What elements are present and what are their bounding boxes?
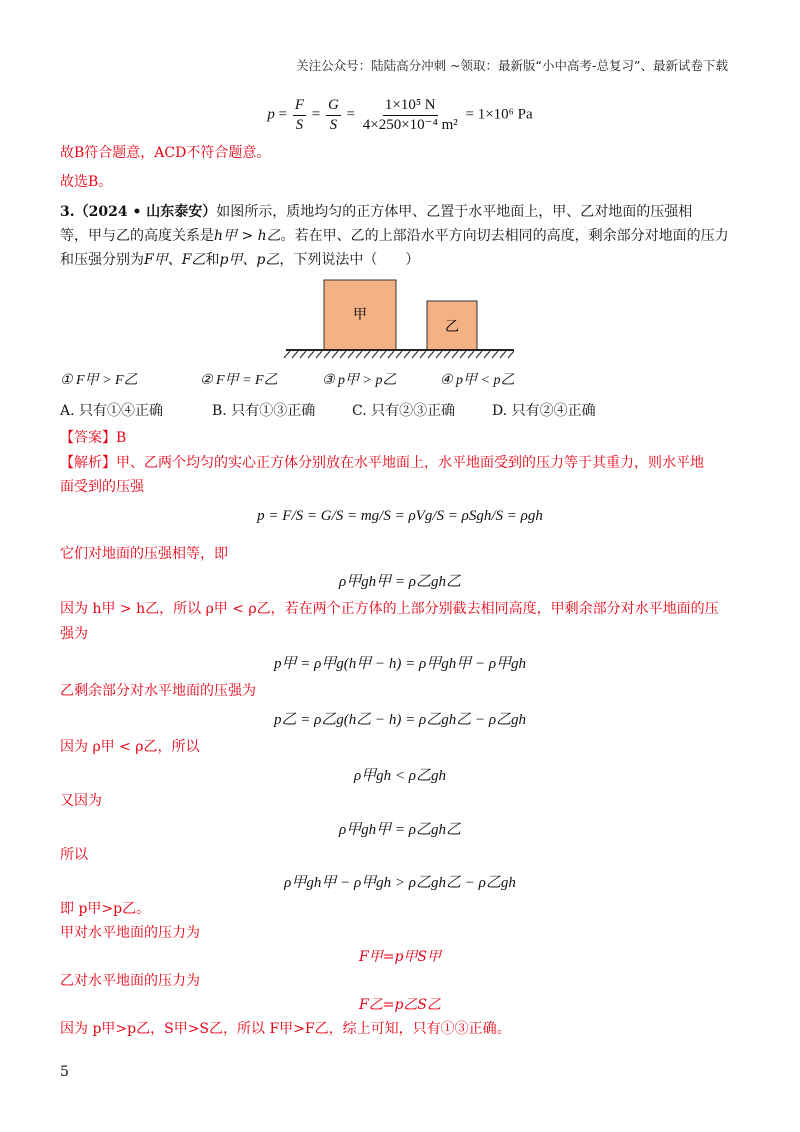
option-a: A. 只有①④正确 xyxy=(60,403,164,419)
question-line-1: 3.（2024 • 山东泰安）如图所示，质地均匀的正方体甲、乙置于水平地面上，甲、乙对地面的压强相 xyxy=(60,204,693,220)
analysis-text-3a: 因为 h甲 > h乙，所以 ρ甲 < ρ乙，若在两个正方体的上部分别截去相同高度，甲剩余部分对水平地面的压 xyxy=(60,601,719,617)
page-number: 5 xyxy=(60,1064,69,1080)
analysis-text-8: 即 p甲>p乙。 xyxy=(60,901,151,917)
analysis-intro-line-1: 【解析】甲、乙两个均匀的实心正方体分别放在水平地面上，水平地面受到的压力等于其重力，则水平地 xyxy=(60,455,704,471)
formula-5: ρ甲gh < ρ乙gh xyxy=(353,768,447,784)
page-header: 关注公众号：陆陆高分冲刺 ~领取：最新版“小中高考-总复习”、最新试卷下载 xyxy=(296,58,728,73)
analysis-text-7: 所以 xyxy=(60,847,88,863)
cube-jia-label: 甲 xyxy=(353,307,367,323)
statement-4: ④ p甲 < p乙 xyxy=(440,373,515,388)
option-c: C. 只有②③正确 xyxy=(352,403,456,419)
statement-1: ① F甲 > F乙 xyxy=(60,373,138,388)
analysis-text-2: 它们对地面的压强相等，即 xyxy=(60,546,228,562)
cubes-figure xyxy=(280,275,520,360)
answer: 【答案】B xyxy=(60,430,127,446)
question-line-2: 等，甲与乙的高度关系是h甲 > h乙。若在甲、乙的上部沿水平方向切去相同的高度，剩余部分对地面的压力 xyxy=(60,228,729,244)
formula-10: F乙=p乙S乙 xyxy=(359,997,441,1013)
prev-conclusion: 故B符合题意，ACD不符合题意。 xyxy=(60,145,271,161)
formula-4: p乙 = ρ乙g(h乙 − h) = ρ乙gh乙 − ρ乙gh xyxy=(273,712,527,728)
option-d: D. 只有②④正确 xyxy=(492,403,596,419)
analysis-text-5: 因为 ρ甲 < ρ乙，所以 xyxy=(60,739,200,755)
formula-3: p甲 = ρ甲g(h甲 − h) = ρ甲gh甲 − ρ甲gh xyxy=(273,656,527,672)
question-number: 3. xyxy=(60,204,75,220)
formula-2: ρ甲gh甲 = ρ乙gh乙 xyxy=(338,574,462,590)
pressure-formula-top: p = $\frac{F}{S}$ = $\frac{G}{S}$ = $\frac{\text{1×10⁵ N}}{\text{4×250×10⁻⁴ m²}}$ = 1×10⁶ Pa xyxy=(267,97,533,133)
analysis-text-3b: 强为 xyxy=(60,626,88,642)
ground-hatching xyxy=(284,351,514,358)
analysis-text-6: 又因为 xyxy=(60,793,102,809)
analysis-text-10: 乙对水平地面的压力为 xyxy=(60,973,200,989)
prev-choice: 故选B。 xyxy=(60,174,113,190)
analysis-intro-line-2: 面受到的压强 xyxy=(60,479,144,495)
formula-6: ρ甲gh甲 = ρ乙gh乙 xyxy=(338,822,462,838)
question-line-3: 和压强分别为F甲、F乙和p甲、p乙，下列说法中（ ） xyxy=(60,252,420,268)
analysis-text-9: 甲对水平地面的压力为 xyxy=(60,925,200,941)
statement-3: ③ p甲 > p乙 xyxy=(322,373,397,388)
statement-2: ② F甲 = F乙 xyxy=(200,373,278,388)
cube-yi-label: 乙 xyxy=(445,319,459,335)
formula-1: p = F/S = G/S = mg/S = ρVg/S = ρSgh/S = ρgh xyxy=(257,508,543,524)
formula-9: F甲=p甲S甲 xyxy=(359,949,441,965)
analysis-text-4: 乙剩余部分对水平地面的压强为 xyxy=(60,683,256,699)
question-source: （2024 • 山东泰安） xyxy=(74,204,217,220)
option-b: B. 只有①③正确 xyxy=(212,403,316,419)
formula-7: ρ甲gh甲 − ρ甲gh > ρ乙gh乙 − ρ乙gh xyxy=(284,875,516,891)
analysis-conclusion: 因为 p甲>p乙，S甲>S乙，所以 F甲>F乙，综上可知，只有①③正确。 xyxy=(60,1021,511,1037)
